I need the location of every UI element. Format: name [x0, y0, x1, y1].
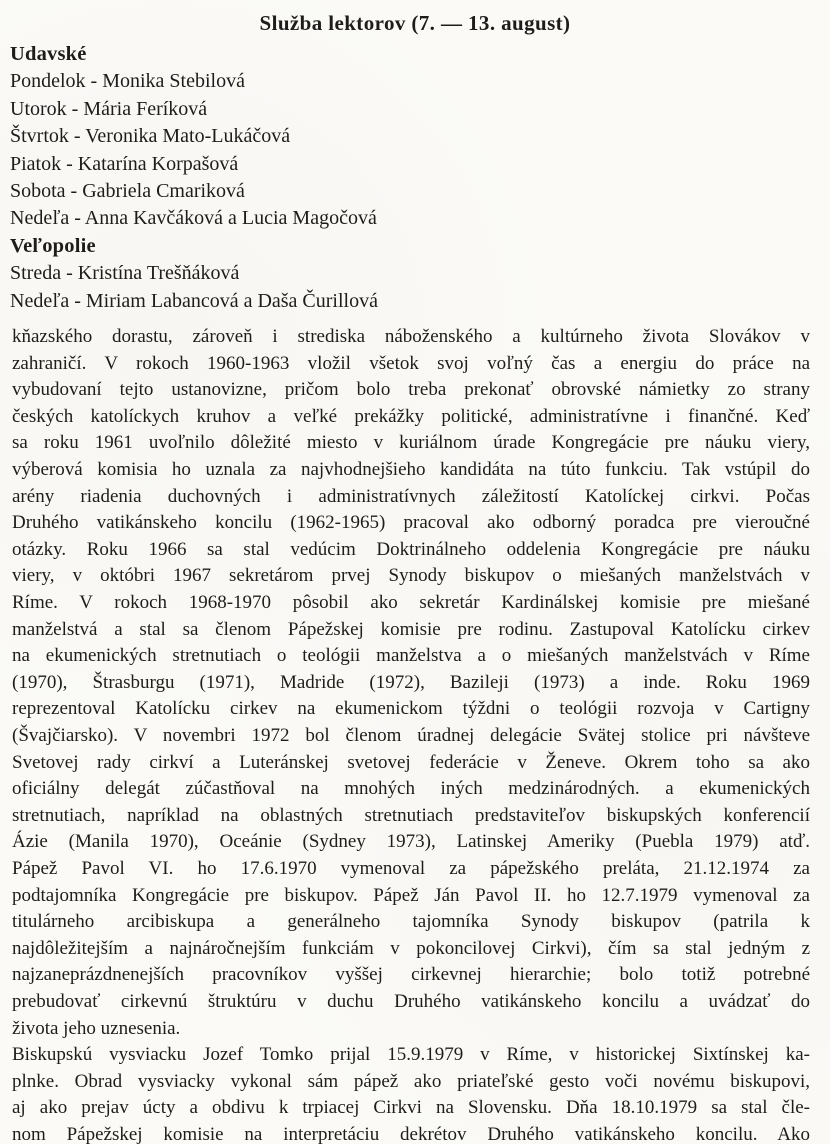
text-line: otázky. Roku 1966 sa stal vedúcim Doktrinálneho oddelenia Kongregácie pre náuku: [12, 538, 810, 560]
text-line: prebudovať cirkevnú štruktúru v duchu Druhého vatikánskeho koncilu a uvádzať do: [12, 990, 810, 1012]
section-heading-udavske: Udavské: [10, 43, 87, 65]
section-heading-velopolie: Veľopolie: [10, 234, 96, 257]
text-line: Ázie (Manila 1970), Oceánie (Sydney 1973), Latinskej Ameriky (Puebla 1979) atď.: [12, 831, 810, 853]
text-line: najzaneprázdnenejších pracovníkov vyššej cirkevnej hierarchie; bolo totiž potrebné: [12, 964, 810, 986]
text-line: života jeho uznesenia.: [12, 1017, 181, 1039]
text-line: sa roku 1961 uvoľnilo dôležité miesto v kuriálnom úrade Kongregácie pre náuku viery,: [12, 432, 810, 454]
text-line: plnke. Obrad vysviacky vykonal sám pápež ako priateľské gesto voči novému biskupovi,: [12, 1070, 810, 1092]
text-line: na ekumenických stretnutiach o teológii manželstva a o miešaných manželstvách v Ríme: [12, 645, 810, 667]
text-line: podtajomníka Kongregácie pre biskupov. Pápež Ján Pavol II. ho 12.7.1979 vymenoval za: [12, 884, 810, 906]
roster-entry: Štvrtok - Veronika Mato-Lukáčová: [10, 125, 291, 148]
text-line: titulárneho arcibiskupa a generálneho tajomníka Synody biskupov (patrila k: [12, 911, 810, 933]
roster-section-udavske: [10, 41, 810, 233]
text-line: Pápež Pavol VI. ho 17.6.1970 vymenoval za pápežského preláta, 21.12.1974 za: [12, 857, 810, 879]
text-line: najdôležitejším a najnáročnejším funkciám v pokoncilovej Cirkvi), čím sa stal jedným z: [12, 937, 810, 959]
text-line: českých katolíckych kruhov a veľké prekážky politické, administratívne i finančné. Keď: [12, 405, 810, 427]
roster-entry: Utorok - Mária Feríková: [10, 97, 208, 120]
roster-entry: Streda - Kristína Trešňáková: [10, 262, 240, 285]
roster-entry: Piatok - Katarína Korpašová: [10, 152, 239, 175]
text-line: aj ako prejav úcty a obdivu k trpiacej Cirkvi na Slovensku. Dňa 18.10.1979 sa stal čle-: [12, 1097, 810, 1119]
biography-paragraph-2: [12, 1042, 810, 1144]
document-title: Služba lektorov (7. — 13. august): [259, 11, 571, 35]
roster-entries-velopolie: [10, 260, 810, 315]
text-line: vybudovaní tejto ustanovizne, pričom bolo treba prekonať obrovské námietky zo strany: [12, 379, 810, 401]
text-line: výberová komisia ho uznala za najvhodnejšieho kandidáta na túto funkciu. Tak vstúpil do: [12, 459, 810, 481]
text-line: Druhého vatikánskeho koncilu (1962-1965) pracoval ako odborný poradca pre vieroučné: [12, 512, 810, 534]
text-line: Biskupskú vysviacku Jozef Tomko prijal 15.9.1979 v Ríme, v historickej Sixtínskej ka-: [12, 1044, 810, 1066]
text-line: arény riadenia duchovných i administratívnych záležitostí Katolíckej cirkvi. Počas: [12, 485, 810, 507]
roster-entry: Nedeľa - Anna Kavčáková a Lucia Magočová: [10, 207, 377, 230]
text-line: manželstvá a stal sa členom Pápežskej komisie pre rodinu. Zastupoval Katolícku cirkev: [12, 618, 810, 640]
text-line: Svetovej rady cirkví a Luteránskej svetovej federácie v Ženeve. Okrem toho sa ako: [12, 751, 810, 773]
roster-entry: Sobota - Gabriela Cmariková: [10, 180, 245, 203]
text-line: zahraničí. V rokoch 1960-1963 vložil všetok svoj voľný čas a energiu do práce na: [12, 352, 810, 374]
text-line: reprezentoval Katolícku cirkev na ekumenickom týždni o teológii rozvoja v Cartigny: [12, 698, 810, 720]
text-line: nom Pápežskej komisie na interpretáciu dekrétov Druhého vatikánskeho koncilu. Ako: [12, 1123, 810, 1144]
biography-text: [12, 324, 810, 1144]
text-line: Ríme. V rokoch 1968-1970 pôsobil ako sekretár Kardinálskej komisie pre miešané: [12, 592, 810, 613]
text-line: (Švajčiarsko). V novembri 1972 bol členom úradnej delegácie Svätej stolice pri návšteve: [12, 724, 810, 746]
text-line: viery, v októbri 1967 sekretárom prvej Synody biskupov o miešaných manželstvách v: [12, 565, 810, 587]
biography-paragraph-1: [12, 324, 810, 1042]
text-line: oficiálny delegát zúčastňoval na mnohých iných medzinárodných. a ekumenických: [12, 778, 810, 800]
roster-entry: Pondelok - Monika Stebilová: [10, 70, 245, 93]
text-line: kňazského dorastu, zároveň i strediska náboženského a kultúrneho života Slovákov v: [12, 326, 810, 348]
lector-roster: [10, 41, 810, 315]
roster-section-velopolie: [10, 233, 810, 315]
roster-entry: Nedeľa - Miriam Labancová a Daša Čurillová: [10, 289, 378, 312]
text-line: stretnutiach, napríklad na oblastných stretnutiach predstaviteľov biskupských konferencií: [12, 804, 810, 826]
text-line: (1970), Štrasburgu (1971), Madride (1972), Bazileji (1973) a inde. Roku 1969: [12, 671, 810, 693]
roster-entries-udavske: [10, 68, 810, 232]
